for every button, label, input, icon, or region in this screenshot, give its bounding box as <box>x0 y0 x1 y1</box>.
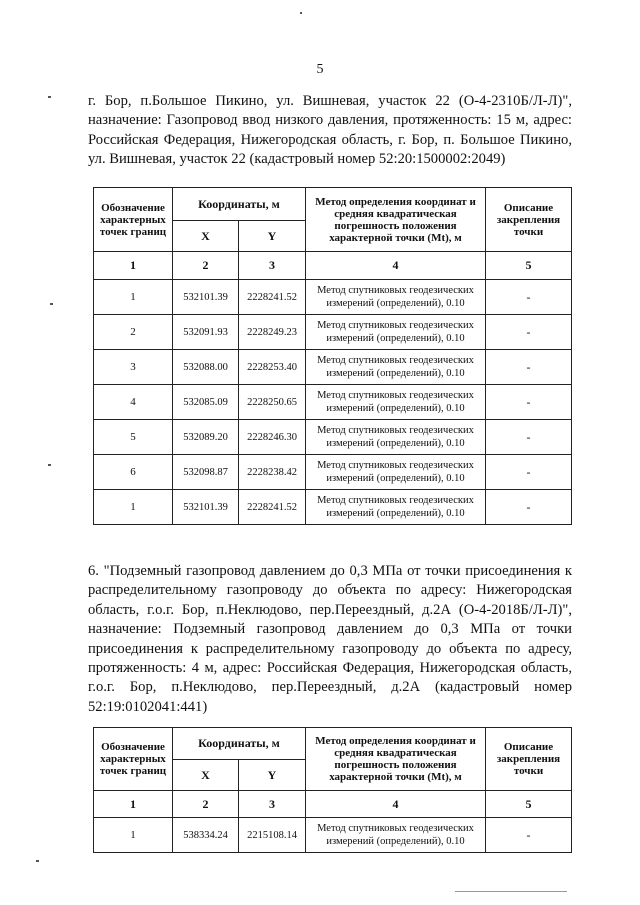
paragraph-line: ул. Вишневая, участок 22 (кадастровый номер 52:20:1500002:2049) <box>88 151 506 168</box>
column-number: 5 <box>486 252 572 280</box>
scan-speck <box>36 860 39 862</box>
paragraph-object-6-description <box>88 562 572 717</box>
paragraph-line: назначение: Газопровод ввод низкого давления, протяженность: 15 м, адрес: <box>88 112 572 129</box>
paragraph-line: область, г.о.г. Бор, п.Неклюдово, пер.Переездный, д.2А (О-4-2018Б/Л-Л)", <box>88 601 572 618</box>
column-number: 5 <box>486 791 572 818</box>
description-cell: - <box>486 280 572 315</box>
paragraph-line: распределительному газопроводу до объекта по адресу: Нижегородская <box>88 582 572 599</box>
method-cell: Метод спутниковых геодезических измерений (определений), 0.10 <box>306 420 486 455</box>
column-number: 2 <box>173 252 239 280</box>
x-cell: 532091.93 <box>173 315 239 350</box>
method-cell: Метод спутниковых геодезических измерений (определений), 0.10 <box>306 455 486 490</box>
paragraph-line: Российская Федерация, Нижегородская область, г. Бор, п. Большое Пикино, <box>88 131 572 148</box>
paragraph-line: г. Бор, п.Большое Пикино, ул. Вишневая, участок 22 (О-4-2310Б/Л-Л)", <box>88 93 572 109</box>
description-cell: - <box>486 455 572 490</box>
x-cell: 532089.20 <box>173 420 239 455</box>
point-cell: 1 <box>94 818 173 853</box>
x-cell: 532088.00 <box>173 350 239 385</box>
point-cell: 1 <box>94 280 173 315</box>
header-designation: Обозначение характерных точек границ <box>94 188 173 252</box>
paragraph-line: присоединения к распределительному газопроводу до объекта по адресу, <box>88 640 572 657</box>
point-cell: 6 <box>94 455 173 490</box>
column-number: 1 <box>94 252 173 280</box>
y-cell: 2228241.52 <box>239 280 306 315</box>
description-cell: - <box>486 385 572 420</box>
table-row <box>94 385 572 420</box>
point-cell: 4 <box>94 385 173 420</box>
header-designation: Обозначение характерных точек границ <box>94 728 173 791</box>
table-row <box>94 490 572 525</box>
header-coordinates: Координаты, м <box>173 728 306 760</box>
description-cell: - <box>486 818 572 853</box>
x-cell: 532101.39 <box>173 280 239 315</box>
method-cell: Метод спутниковых геодезических измерений (определений), 0.10 <box>306 490 486 525</box>
scan-speck <box>50 303 53 305</box>
method-cell: Метод спутниковых геодезических измерений (определений), 0.10 <box>306 280 486 315</box>
x-cell: 532085.09 <box>173 385 239 420</box>
point-cell: 3 <box>94 350 173 385</box>
y-cell: 2228253.40 <box>239 350 306 385</box>
header-y: Y <box>239 760 306 791</box>
header-method: Метод определения координат и средняя квадратическая погрешность положения характерной точки (Mt), м <box>306 188 486 252</box>
column-number: 1 <box>94 791 173 818</box>
point-cell: 2 <box>94 315 173 350</box>
column-number: 4 <box>306 252 486 280</box>
y-cell: 2228250.65 <box>239 385 306 420</box>
y-cell: 2228246.30 <box>239 420 306 455</box>
scan-speck <box>48 96 51 98</box>
table-row <box>94 350 572 385</box>
description-cell: - <box>486 490 572 525</box>
header-y: Y <box>239 221 306 252</box>
x-cell: 532101.39 <box>173 490 239 525</box>
description-cell: - <box>486 315 572 350</box>
paragraph-line: г.о.г. Бор, п.Неклюдово, пер.Переездный, д.2А (кадастровый номер <box>88 679 572 696</box>
header-description: Описание закрепления точки <box>486 728 572 791</box>
y-cell: 2228238.42 <box>239 455 306 490</box>
scan-speck <box>300 12 302 14</box>
table-row <box>94 455 572 490</box>
method-cell: Метод спутниковых геодезических измерений (определений), 0.10 <box>306 350 486 385</box>
method-cell: Метод спутниковых геодезических измерений (определений), 0.10 <box>306 818 486 853</box>
method-cell: Метод спутниковых геодезических измерений (определений), 0.10 <box>306 385 486 420</box>
description-cell: - <box>486 420 572 455</box>
y-cell: 2228241.52 <box>239 490 306 525</box>
y-cell: 2215108.14 <box>239 818 306 853</box>
paragraph-object-5-description <box>88 92 572 170</box>
column-number: 4 <box>306 791 486 818</box>
table-row <box>94 818 572 853</box>
coordinates-table-object-6 <box>93 727 572 853</box>
method-cell: Метод спутниковых геодезических измерений (определений), 0.10 <box>306 315 486 350</box>
page-number: 5 <box>316 62 324 77</box>
paragraph-line: 52:19:0102041:441) <box>88 698 208 715</box>
footer-rule <box>455 891 567 892</box>
column-number: 3 <box>239 791 306 818</box>
x-cell: 532098.87 <box>173 455 239 490</box>
coordinates-table-object-5 <box>93 187 572 525</box>
point-cell: 1 <box>94 490 173 525</box>
table-row <box>94 420 572 455</box>
description-cell: - <box>486 350 572 385</box>
header-x: X <box>173 221 239 252</box>
table-row <box>94 315 572 350</box>
point-cell: 5 <box>94 420 173 455</box>
paragraph-line: 6. "Подземный газопровод давлением до 0,3 МПа от точки присоединения к <box>88 563 572 579</box>
paragraph-line: протяженность: 4 м, адрес: Российская Федерация, Нижегородская область, <box>88 660 572 677</box>
paragraph-line: назначение: Подземный газопровод давлением до 0,3 МПа от точки <box>88 621 572 638</box>
x-cell: 538334.24 <box>173 818 239 853</box>
scan-speck <box>48 464 51 466</box>
header-description: Описание закрепления точки <box>486 188 572 252</box>
table-row <box>94 280 572 315</box>
header-coordinates: Координаты, м <box>173 188 306 221</box>
column-number: 2 <box>173 791 239 818</box>
header-method: Метод определения координат и средняя квадратическая погрешность положения характерной точки (Mt), м <box>306 728 486 791</box>
y-cell: 2228249.23 <box>239 315 306 350</box>
header-x: X <box>173 760 239 791</box>
column-number: 3 <box>239 252 306 280</box>
